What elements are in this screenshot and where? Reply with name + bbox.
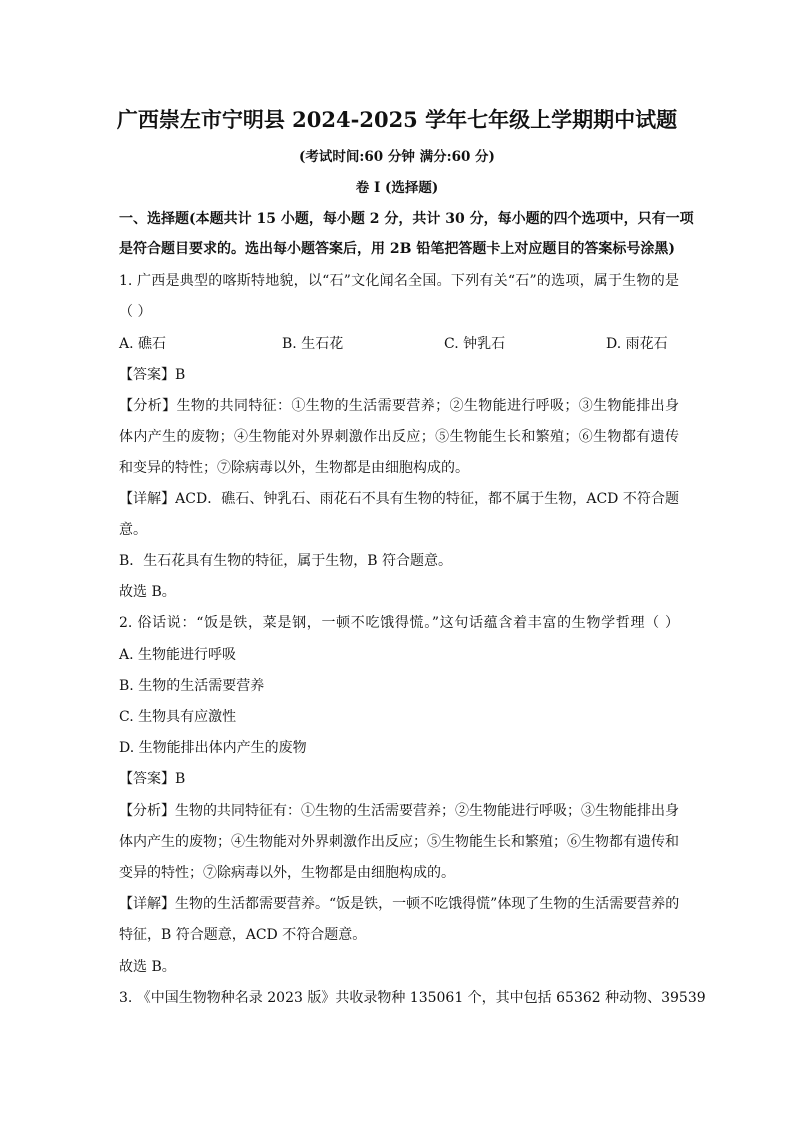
q2-conclusion: 故选 B。 (119, 959, 176, 975)
q1-analysis-line-2: 体内产生的废物；④生物能对外界刺激作出反应；⑤生物能生长和繁殖；⑥生物都有遗传 (119, 429, 679, 445)
q1-analysis-line-1: 【分析】生物的共同特征：①生物的生活需要营养；②生物能进行呼吸；③生物能排出身 (119, 398, 679, 414)
q2-analysis-line-1: 【分析】生物的共同特征有：①生物的生活需要营养；②生物能进行呼吸；③生物能排出身 (119, 803, 679, 819)
q2-detail-line-2: 特征，B 符合题意，ACD 不符合题意。 (119, 927, 367, 943)
q1-detail-line-3: B．生石花具有生物的特征，属于生物，B 符合题意。 (119, 553, 453, 569)
section-instruction-line-1: 一、选择题(本题共计 15 小题，每小题 2 分，共计 30 分，每小题的四个选项中，只有一项 (119, 211, 694, 227)
q3-stem-line-1: 3. 《中国生物物种名录 2023 版》共收录物种 135061 个，其中包括 65362 种动物、39539 (119, 990, 706, 1006)
q1-stem-line-2: （ ） (119, 304, 152, 320)
q2-option-c: C. 生物具有应激性 (119, 709, 237, 725)
q2-analysis-line-3: 变异的特性；⑦除病毒以外，生物都是由细胞构成的。 (119, 865, 455, 881)
q1-option-d: D. 雨花石 (606, 336, 668, 352)
q2-detail-line-1: 【详解】生物的生活都需要营养。“饭是铁，一顿不吃饿得慌”体现了生物的生活需要营养的 (119, 896, 680, 912)
q1-stem-line-1: 1. 广西是典型的喀斯特地貌，以“石”文化闻名全国。下列有关“石”的选项，属于生物的是 (119, 273, 679, 289)
q1-detail-line-2: 意。 (119, 522, 147, 538)
q2-option-a: A. 生物能进行呼吸 (119, 647, 237, 663)
volume-heading: 卷 I (选择题) (355, 180, 439, 196)
q1-option-a: A. 礁石 (119, 336, 167, 352)
q1-detail-line-1: 【详解】ACD．礁石、钟乳石、雨花石不具有生物的特征，都不属于生物，ACD 不符合题 (119, 491, 679, 507)
q1-option-c: C. 钟乳石 (444, 336, 506, 352)
q1-conclusion: 故选 B。 (119, 584, 176, 600)
q2-option-d: D. 生物能排出体内产生的废物 (119, 740, 307, 756)
q1-analysis-line-3: 和变异的特性；⑦除病毒以外，生物都是由细胞构成的。 (119, 460, 469, 476)
exam-subtitle: (考试时间:60 分钟 满分:60 分) (299, 149, 495, 165)
exam-title: 广西崇左市宁明县 2024-2025 学年七年级上学期期中试题 (116, 107, 678, 132)
section-instruction-line-2: 是符合题目要求的。选出每小题答案后，用 2B 铅笔把答题卡上对应题目的答案标号涂黑) (119, 241, 675, 257)
q1-option-b: B. 生石花 (282, 336, 344, 352)
q2-option-b: B. 生物的生活需要营养 (119, 678, 265, 694)
q2-answer: 【答案】B (119, 771, 186, 787)
q2-analysis-line-2: 体内产生的废物；④生物能对外界刺激作出反应；⑤生物能生长和繁殖；⑥生物都有遗传和 (119, 834, 679, 850)
q2-stem: 2. 俗话说：“饭是铁，菜是钢，一顿不吃饿得慌。”这句话蕴含着丰富的生物学哲理（ ） (119, 615, 679, 631)
q1-answer: 【答案】B (119, 367, 186, 383)
